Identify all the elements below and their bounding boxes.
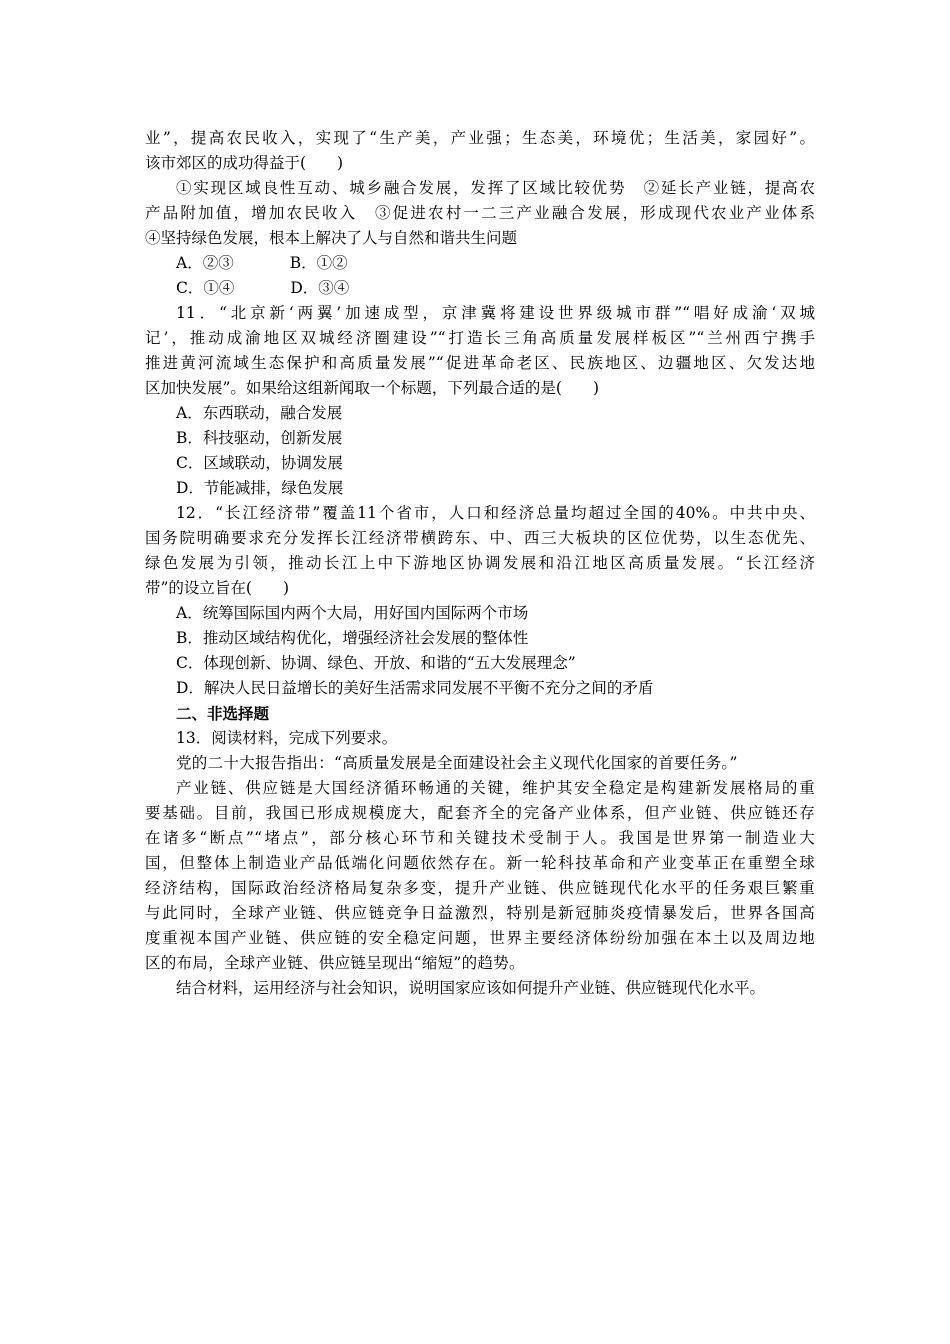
exam-page [145, 126, 815, 1001]
q11-option-a: A．东西联动，融合发展 [176, 404, 343, 422]
q12-stem-line: 绿色发展为引领，推动长江上中下游地区协调发展和沿江地区高质量发展。“长江经济 [145, 554, 815, 572]
q10-options-row [145, 251, 815, 276]
q11-stem-line: 推进黄河流域生态保护和高质量发展”“促进革命老区、民族地区、边疆地区、欠发达地 [145, 354, 815, 372]
q10-item-line: ④坚持绿色发展，根本上解决了人与自然和谐共生问题 [145, 229, 518, 247]
q13-question: 结合材料，运用经济与社会知识，说明国家应该如何提升产业链、供应链现代化水平。 [176, 979, 766, 997]
material-line: 度重视本国产业链、供应链的安全稳定问题，世界主要经济体纷纷加强在本土以及周边地 [145, 929, 815, 947]
q10-item-line: ①实现区域良性互动、城乡融合发展，发挥了区域比较优势 ②延长产业链，提高农 [176, 179, 815, 197]
q11-stem-line: 11．“北京新‘两翼’加速成型，京津冀将建设世界级城市群”“唱好成渝‘双城 [176, 304, 815, 322]
q11-stem-line: 区加快发展”。如果给这组新闻取一个标题，下列最合适的是( ) [145, 379, 600, 397]
q10-option-c: C．①④ [176, 279, 235, 297]
q10-text-line: 业”，提高农民收入，实现了“生产美，产业强；生态美，环境优；生活美，家园好”。 [145, 129, 815, 147]
material-line: 在诸多“断点”“堵点”，部分核心环节和关键技术受制于人。我国是世界第一制造业大 [145, 829, 815, 847]
q12-stem-line: 国务院明确要求充分发挥长江经济带横跨东、中、西三大板块的区位优势，以生态优先、 [145, 529, 815, 547]
q11-option-c: C．区域联动，协调发展 [176, 454, 343, 472]
q12-stem-line: 12．“长江经济带”覆盖11个省市，人口和经济总量均超过全国的40%。中共中央、 [176, 504, 815, 522]
q11-option-d: D．节能减排，绿色发展 [176, 479, 344, 497]
q11-stem-line: 记’，推动成渝地区双城经济圈建设”“打造长三角高质量发展样板区”“兰州西宁携手 [145, 329, 815, 347]
q12-stem-line: 带”的设立旨在( ) [145, 579, 290, 597]
q10-option-a: A．②③ [176, 254, 234, 272]
material-line: 区的布局，全球产业链、供应链呈现出“缩短”的趋势。 [145, 954, 525, 972]
q10-options-row [145, 276, 815, 301]
q10-option-d: D．③④ [290, 279, 350, 297]
material-line: 产业链、供应链是大国经济循环畅通的关键，维护其安全稳定是构建新发展格局的重 [176, 779, 815, 797]
section-heading: 二、非选择题 [176, 704, 270, 723]
q13-intro: 13．阅读材料，完成下列要求。 [176, 729, 398, 747]
q12-option-d: D．解决人民日益增长的美好生活需求同发展不平衡不充分之间的矛盾 [176, 679, 654, 697]
q10-option-b: B．①② [289, 254, 348, 272]
material-line: 要基础。目前，我国已形成规模庞大，配套齐全的完备产业体系，但产业链、供应链还存 [145, 804, 815, 822]
q11-option-b: B．科技驱动，创新发展 [176, 429, 343, 447]
material-line: 与此同时，全球产业链、供应链竞争日益激烈，特别是新冠肺炎疫情暴发后，世界各国高 [145, 904, 815, 922]
material-quote: 党的二十大报告指出：“高质量发展是全面建设社会主义现代化国家的首要任务。” [176, 754, 738, 772]
material-line: 经济结构，国际政治经济格局复杂多变，提升产业链、供应链现代化水平的任务艰巨繁重 [145, 879, 815, 897]
material-line: 国，但整体上制造业产品低端化问题依然存在。新一轮科技革命和产业变革正在重塑全球 [145, 854, 815, 872]
q10-question-line: 该市郊区的成功得益于( ) [145, 154, 344, 172]
q10-item-line: 产品附加值，增加农民收入 ③促进农村一二三产业融合发展，形成现代农业产业体系 [145, 204, 815, 222]
q12-option-b: B．推动区域结构优化，增强经济社会发展的整体性 [176, 629, 529, 647]
q12-option-a: A．统筹国际国内两个大局，用好国内国际两个市场 [176, 604, 529, 622]
q12-option-c: C．体现创新、协调、绿色、开放、和谐的“五大发展理念” [176, 654, 576, 672]
